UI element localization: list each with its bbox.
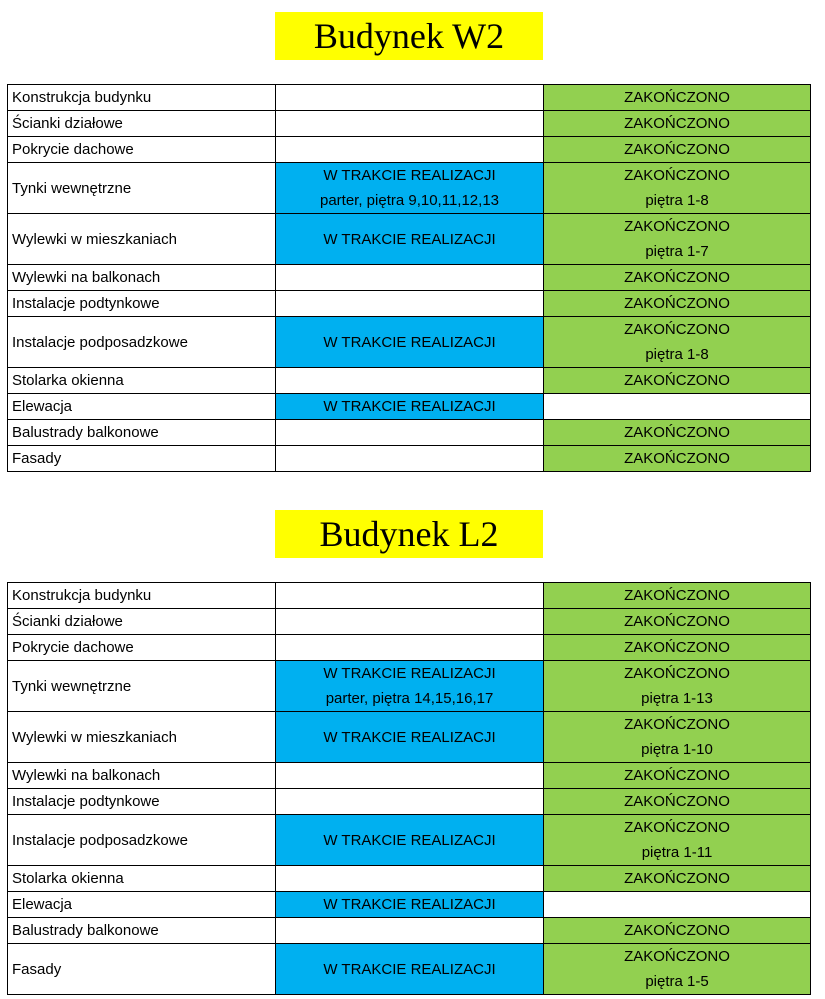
task-label: Instalacje podtynkowe: [8, 789, 276, 815]
status-text: ZAKOŃCZONO: [624, 167, 730, 184]
completed-cell: [544, 214, 811, 265]
table-row: [8, 368, 811, 394]
status-text: ZAKOŃCZONO: [624, 948, 730, 965]
progress-cell: [276, 609, 544, 635]
progress-cell: [276, 368, 544, 394]
task-label: Wylewki w mieszkaniach: [8, 214, 276, 265]
status-text: W TRAKCIE REALIZACJI: [323, 896, 496, 913]
status-text: ZAKOŃCZONO: [624, 613, 730, 630]
table-row: [8, 583, 811, 609]
completed-cell: [544, 137, 811, 163]
completed-cell: [544, 609, 811, 635]
task-label: Konstrukcja budynku: [8, 85, 276, 111]
task-label: Wylewki na balkonach: [8, 265, 276, 291]
task-label: Stolarka okienna: [8, 866, 276, 892]
completed-cell: [544, 789, 811, 815]
status-text: W TRAKCIE REALIZACJI: [323, 831, 496, 849]
table-row: [8, 918, 811, 944]
task-label: Stolarka okienna: [8, 368, 276, 394]
table-row: [8, 291, 811, 317]
progress-cell: [276, 317, 544, 368]
completed-cell: [544, 394, 811, 420]
table-row: [8, 944, 811, 995]
status-text: parter, piętra 14,15,16,17: [325, 690, 494, 707]
building-title-l2: Budynek L2: [275, 510, 543, 558]
table-row: [8, 763, 811, 789]
status-text: piętra 1-8: [645, 192, 709, 209]
completed-cell: [544, 265, 811, 291]
table-row: [8, 815, 811, 866]
status-text: W TRAKCIE REALIZACJI: [323, 728, 496, 746]
task-label: Elewacja: [8, 892, 276, 918]
status-text: piętra 1-8: [645, 346, 709, 363]
completed-cell: [544, 446, 811, 472]
status-text: piętra 1-10: [641, 741, 713, 758]
progress-cell: [276, 291, 544, 317]
task-label: Konstrukcja budynku: [8, 583, 276, 609]
task-label: Fasady: [8, 446, 276, 472]
status-text: W TRAKCIE REALIZACJI: [323, 333, 496, 351]
status-text: ZAKOŃCZONO: [624, 639, 730, 656]
building-title-w2: Budynek W2: [275, 12, 543, 60]
task-label: Tynki wewnętrzne: [8, 661, 276, 712]
progress-cell: [276, 661, 544, 712]
progress-cell: [276, 214, 544, 265]
completed-cell: [544, 163, 811, 214]
status-text: ZAKOŃCZONO: [624, 665, 730, 682]
completed-cell: [544, 317, 811, 368]
progress-cell: [276, 815, 544, 866]
completed-cell: [544, 111, 811, 137]
status-text: ZAKOŃCZONO: [624, 767, 730, 784]
status-text: ZAKOŃCZONO: [624, 218, 730, 235]
table-row: [8, 137, 811, 163]
progress-cell: [276, 446, 544, 472]
table-row: [8, 661, 811, 712]
status-text: ZAKOŃCZONO: [624, 716, 730, 733]
status-text: piętra 1-7: [645, 243, 709, 260]
progress-cell: [276, 866, 544, 892]
status-table-l2: [7, 582, 811, 995]
progress-cell: [276, 789, 544, 815]
task-label: Elewacja: [8, 394, 276, 420]
status-text: ZAKOŃCZONO: [624, 372, 730, 389]
status-text: ZAKOŃCZONO: [624, 115, 730, 132]
status-text: ZAKOŃCZONO: [624, 587, 730, 604]
task-label: Balustrady balkonowe: [8, 420, 276, 446]
progress-cell: [276, 420, 544, 446]
progress-cell: [276, 918, 544, 944]
task-label: Wylewki w mieszkaniach: [8, 712, 276, 763]
task-label: Tynki wewnętrzne: [8, 163, 276, 214]
completed-cell: [544, 918, 811, 944]
completed-cell: [544, 892, 811, 918]
status-text: ZAKOŃCZONO: [624, 89, 730, 106]
table-row: [8, 420, 811, 446]
table-row: [8, 394, 811, 420]
progress-cell: [276, 265, 544, 291]
progress-cell: [276, 635, 544, 661]
progress-cell: [276, 137, 544, 163]
completed-cell: [544, 661, 811, 712]
completed-cell: [544, 583, 811, 609]
status-text: piętra 1-13: [641, 690, 713, 707]
status-text: parter, piętra 9,10,11,12,13: [319, 192, 500, 209]
completed-cell: [544, 944, 811, 995]
completed-cell: [544, 420, 811, 446]
table-row: [8, 635, 811, 661]
table-row: [8, 265, 811, 291]
task-label: Ścianki działowe: [8, 111, 276, 137]
status-text: W TRAKCIE REALIZACJI: [323, 960, 496, 978]
task-label: Pokrycie dachowe: [8, 137, 276, 163]
task-label: Pokrycie dachowe: [8, 635, 276, 661]
table-row: [8, 712, 811, 763]
completed-cell: [544, 763, 811, 789]
status-text: piętra 1-11: [641, 844, 713, 861]
completed-cell: [544, 815, 811, 866]
completed-cell: [544, 291, 811, 317]
status-text: ZAKOŃCZONO: [624, 793, 730, 810]
status-text: ZAKOŃCZONO: [624, 321, 730, 338]
progress-cell: [276, 944, 544, 995]
table-row: [8, 111, 811, 137]
task-label: Ścianki działowe: [8, 609, 276, 635]
task-label: Wylewki na balkonach: [8, 763, 276, 789]
status-text: ZAKOŃCZONO: [624, 870, 730, 887]
progress-cell: [276, 394, 544, 420]
table-row: [8, 609, 811, 635]
status-text: ZAKOŃCZONO: [624, 450, 730, 467]
progress-cell: [276, 763, 544, 789]
status-text: W TRAKCIE REALIZACJI: [323, 398, 496, 415]
table-row: [8, 446, 811, 472]
progress-cell: [276, 111, 544, 137]
completed-cell: [544, 712, 811, 763]
status-text: piętra 1-5: [645, 973, 709, 990]
progress-cell: [276, 892, 544, 918]
table-row: [8, 789, 811, 815]
table-row: [8, 85, 811, 111]
status-table-w2: [7, 84, 811, 472]
status-text: ZAKOŃCZONO: [624, 819, 730, 836]
status-text: ZAKOŃCZONO: [624, 269, 730, 286]
status-text: ZAKOŃCZONO: [624, 295, 730, 312]
table-row: [8, 317, 811, 368]
completed-cell: [544, 866, 811, 892]
table-row: [8, 214, 811, 265]
status-text: ZAKOŃCZONO: [624, 922, 730, 939]
completed-cell: [544, 85, 811, 111]
status-text: ZAKOŃCZONO: [624, 141, 730, 158]
task-label: Balustrady balkonowe: [8, 918, 276, 944]
status-text: W TRAKCIE REALIZACJI: [323, 230, 496, 248]
progress-cell: [276, 85, 544, 111]
task-label: Instalacje podtynkowe: [8, 291, 276, 317]
completed-cell: [544, 368, 811, 394]
status-text: ZAKOŃCZONO: [624, 424, 730, 441]
table-row: [8, 892, 811, 918]
progress-cell: [276, 583, 544, 609]
status-text: W TRAKCIE REALIZACJI: [323, 665, 496, 682]
table-row: [8, 163, 811, 214]
table-row: [8, 866, 811, 892]
progress-cell: [276, 163, 544, 214]
completed-cell: [544, 635, 811, 661]
status-text: W TRAKCIE REALIZACJI: [323, 167, 496, 184]
task-label: Instalacje podposadzkowe: [8, 815, 276, 866]
progress-cell: [276, 712, 544, 763]
task-label: Fasady: [8, 944, 276, 995]
task-label: Instalacje podposadzkowe: [8, 317, 276, 368]
